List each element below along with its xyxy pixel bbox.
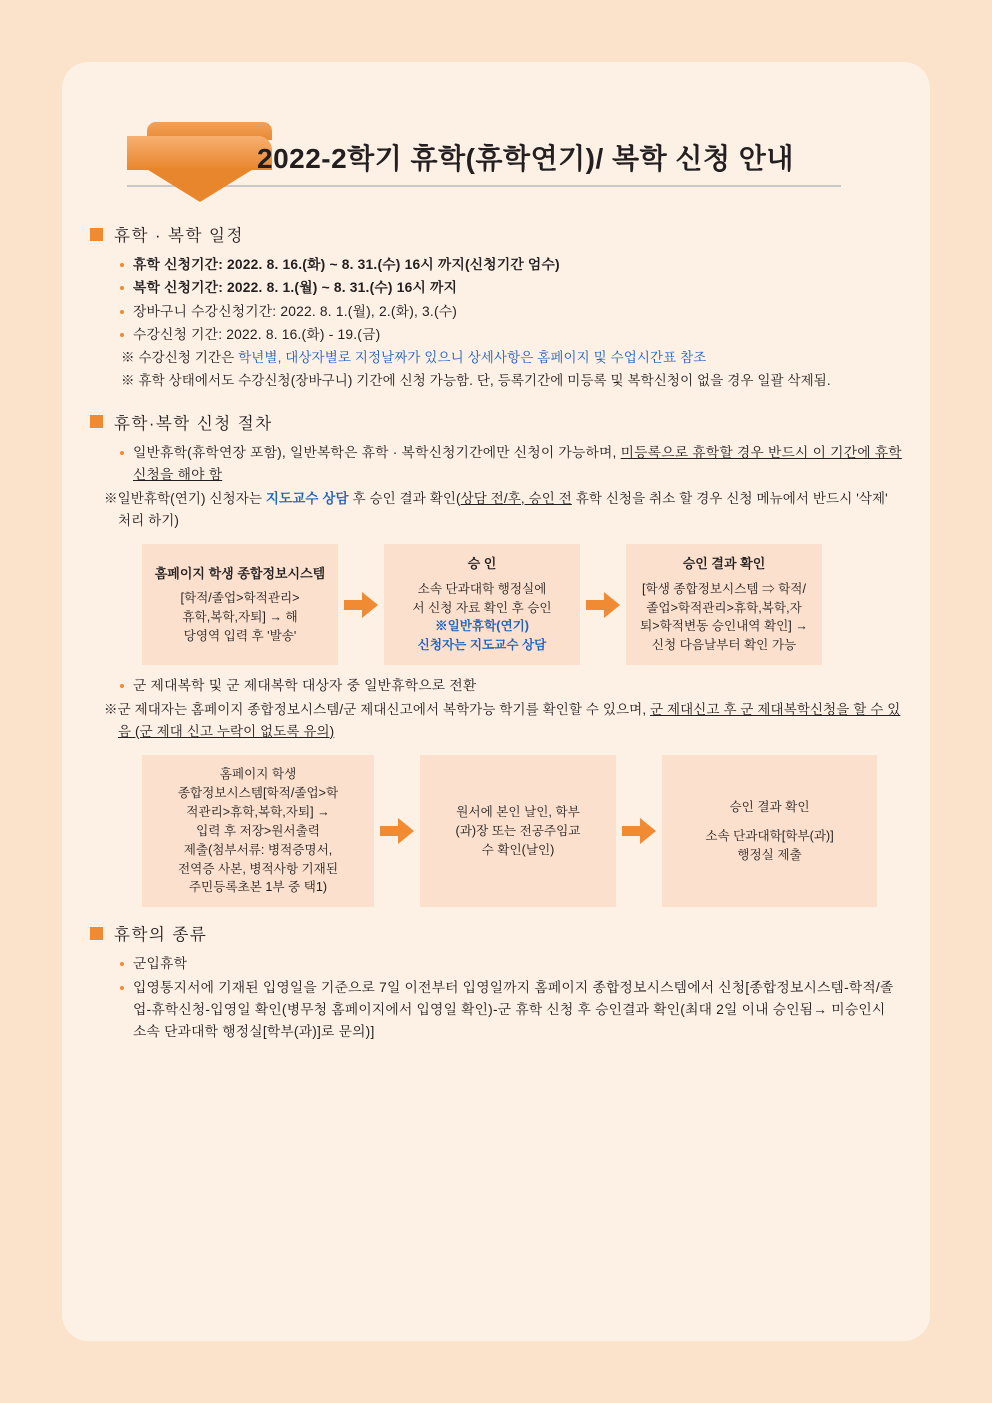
list-item: 휴학 신청기간: 2022. 8. 16.(화) ~ 8. 31.(수) 16시 까지(신청기간 엄수) <box>118 254 902 276</box>
section-title: 휴학의 종류 <box>114 926 208 945</box>
leave-types-list <box>90 953 902 1043</box>
arrow-right-icon <box>580 544 626 665</box>
flow-diagram-military <box>90 755 902 907</box>
document-page <box>62 62 930 1341</box>
flow-diagram-general <box>90 544 902 665</box>
section-leave-types <box>90 921 902 1043</box>
section-title: 휴학·복학 신청 절차 <box>114 414 273 433</box>
section-heading-schedule <box>90 222 902 246</box>
arrow-decoration-icon <box>127 122 272 204</box>
square-bullet-icon <box>90 415 103 428</box>
arrow-right-icon <box>374 755 420 907</box>
flow-box: 원서에 본인 날인, 학부 (과)장 또는 전공주임교 수 확인(날인) <box>420 755 616 907</box>
arrow-right-icon <box>338 544 384 665</box>
procedure-list <box>90 442 902 487</box>
list-item: 일반휴학(휴학연장 포함), 일반복학은 휴학 · 복학신청기간에만 신청이 가능하며, 미등록으로 휴학할 경우 반드시 이 기간에 휴학신청을 해야 함 <box>118 442 902 487</box>
schedule-note-2: ※ 휴학 상태에서도 수강신청(장바구니) 기간에 신청 가능함. 단, 등록기간에 미등록 및 복학신청이 없을 경우 일괄 삭제됨. <box>121 372 831 388</box>
flow-box: 홈페이지 학생 종합정보시스템[학적/졸업>학 적관리>휴학,복학,자퇴] → 입력 후 저장>원서출력 제출(첨부서류: 병적증명서, 전역증 사본, 병적사항 기재된 주민등록초본 1부 중 택1) <box>142 755 374 907</box>
section-schedule <box>90 222 902 392</box>
flow-box: 승 인 소속 단과대학 행정실에 서 신청 자료 확인 후 승인 ※일반휴학(연기) 신청자는 지도교수 상담 <box>384 544 580 665</box>
square-bullet-icon <box>90 927 103 940</box>
list-item: 입영통지서에 기재된 입영일을 기준으로 7일 이전부터 입영일까지 홈페이지 종합정보시스템에서 신청[종합정보시스템-학적/졸업-휴학신청-입영일 확인(병무청 홈페이지에서 입영일 확인)-군 휴학 신청 후 승인결과 확인(최대 2일 이내 승인됨→ 미승인시 소속 단과대학 행정실[학부(과)]로 문의)] <box>118 977 902 1044</box>
list-item: 수강신청 기간: 2022. 8. 16.(화) - 19.(금) <box>118 324 902 346</box>
list-item: 장바구니 수강신청기간: 2022. 8. 1.(월), 2.(화), 3.(수) <box>118 301 902 323</box>
document-header <box>62 117 930 207</box>
page-title: 2022-2학기 휴학(휴학연기)/ 복학 신청 안내 <box>257 143 794 174</box>
flow-box: 홈페이지 학생 종합정보시스템 [학적/졸업>학적관리> 휴학,복학,자퇴] → 해 당영역 입력 후 '발송' <box>142 544 338 665</box>
list-item: 군 제대복학 및 군 제대복학 대상자 중 일반휴학으로 전환 <box>118 675 902 697</box>
square-bullet-icon <box>90 228 103 241</box>
schedule-note-1: ※ 수강신청 기간은 학년별, 대상자별로 지정날짜가 있으니 상세사항은 홈페이지 및 수업시간표 참조 <box>121 350 707 366</box>
military-note: ※군 제대자는 홈페이지 종합정보시스템/군 제대신고에서 복학가능 학기를 확인할 수 있으며, 군 제대신고 후 군 제대복학신청을 할 수 있음 (군 제대 신고 누락이 없도록 유의) <box>104 701 901 739</box>
section-title: 휴학 · 복학 일정 <box>114 227 244 245</box>
section-procedure <box>90 410 902 907</box>
schedule-list <box>90 254 902 346</box>
arrow-right-icon <box>616 755 662 907</box>
flow-box: 승인 결과 확인 소속 단과대학[학부(과)] 행정실 제출 <box>662 755 877 907</box>
list-item: 복학 신청기간: 2022. 8. 1.(월) ~ 8. 31.(수) 16시 까지 <box>118 277 902 299</box>
flow-box: 승인 결과 확인 [학생 종합정보시스템 ⇒ 학적/ 졸업>학적관리>휴학,복학,자 퇴>학적변동 승인내역 확인] → 신청 다음날부터 확인 가능 <box>626 544 822 665</box>
procedure-note: ※일반휴학(연기) 신청자는 지도교수 상담 후 승인 결과 확인(상담 전/후, 승인 전 휴학 신청을 취소 할 경우 신청 메뉴에서 반드시 '삭제' 처리 하기) <box>104 490 888 528</box>
section-heading-leave-types <box>90 921 902 945</box>
list-item: 군입휴학 <box>118 953 902 975</box>
section-heading-procedure <box>90 410 902 434</box>
military-list <box>90 675 902 697</box>
